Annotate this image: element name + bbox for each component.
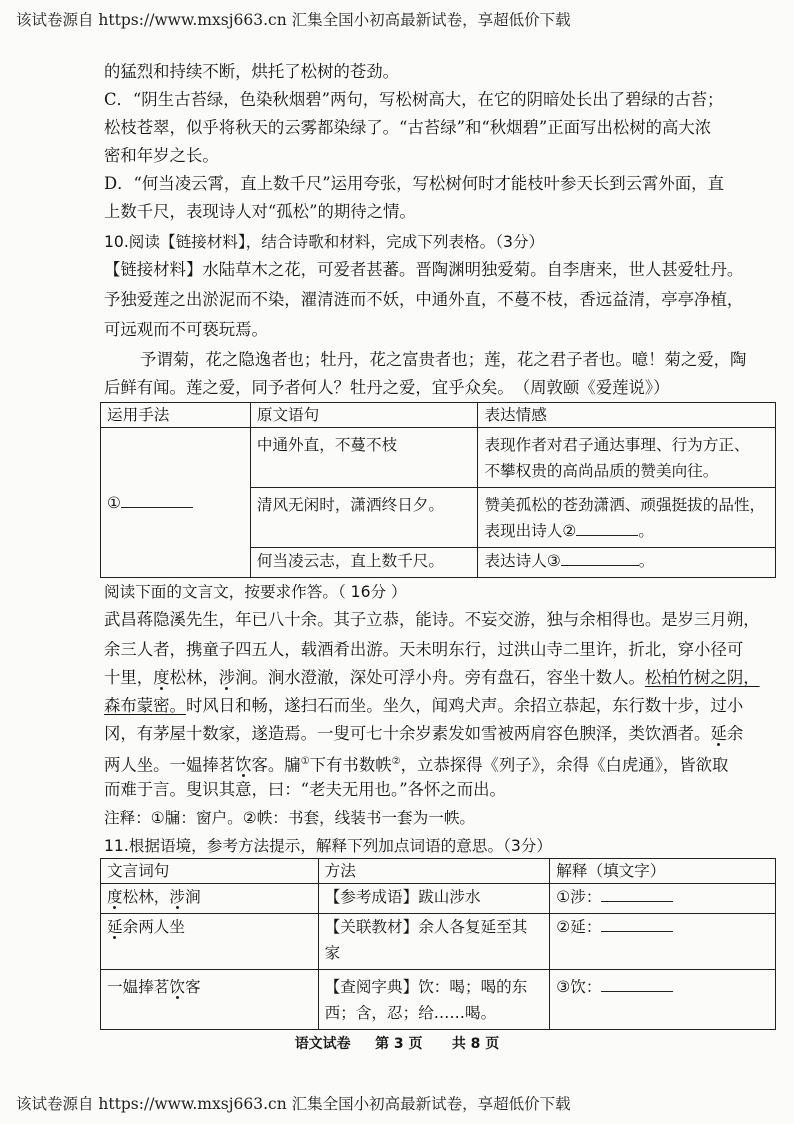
emotion-tail: 。 bbox=[638, 552, 655, 570]
footer-page: 第 3 页 bbox=[375, 1036, 423, 1052]
footer-subject: 语文试卷 bbox=[294, 1036, 351, 1052]
emotion-line: 赞美孤松的苍劲潇洒、顽强挺拔的品性， bbox=[484, 496, 766, 514]
column-header: 解释（填文字） bbox=[550, 859, 776, 884]
emotion-line: 表现作者对君子通达事理、行为方正、 bbox=[484, 436, 750, 454]
emotion-cell bbox=[478, 428, 776, 488]
passage-line: 森布蒙密。时风日和畅，遂扫石而坐。坐久，闻鸡犬声。余招立恭起，东行数十步，过小 bbox=[104, 696, 744, 715]
q11-prompt: 11.根据语境，参考方法提示，解释下列加点词语的意思。（3分） bbox=[104, 837, 552, 855]
column-header: 原文语句 bbox=[250, 403, 478, 428]
dotted-word: 延 bbox=[107, 918, 123, 936]
dotted-word: 涉 bbox=[218, 668, 236, 687]
column-header: 运用手法 bbox=[101, 403, 251, 428]
answer-blank[interactable] bbox=[561, 549, 639, 566]
footnote-mark: ① bbox=[300, 756, 310, 767]
blank-label: ① bbox=[107, 493, 121, 512]
emotion-line: 不攀权贵的高尚品质的赞美向往。 bbox=[484, 462, 719, 480]
material-line: 予谓菊，花之隐逸者也；牡丹，花之富贵者也；莲，花之君子者也。噫！菊之爱，陶 bbox=[140, 350, 747, 369]
technique-answer-cell[interactable] bbox=[101, 428, 251, 578]
classical-prompt: 阅读下面的文言文，按要求作答。（ 16分 ） bbox=[104, 583, 407, 601]
dotted-word: 度 bbox=[153, 668, 170, 687]
passage-line: 十里，度松林，涉涧。涧水澄澈，深处可浮小舟。旁有盘石，容坐十数人。松柏竹树之阴， bbox=[104, 668, 760, 687]
method-cell: 【参考成语】跋山涉水 bbox=[318, 884, 550, 914]
method-cell: 【查阅字典】饮：喝；喝的东 西；含，忍；给……喝。 bbox=[318, 970, 550, 1030]
passage-line: 而难于言。叟识其意，曰：“老夫无用也。”各怀之而出。 bbox=[104, 780, 506, 799]
q10-table bbox=[100, 402, 776, 578]
column-header: 文言词句 bbox=[101, 859, 319, 884]
answer-blank[interactable] bbox=[121, 491, 193, 508]
passage-line: 冈，有茅屋十数家，遂造焉。一叟可七十余岁素发如雪被两肩容色腴泽，类饮酒者。延余 bbox=[104, 724, 744, 743]
passage-line: 余三人者，携童子四五人，载酒肴出游。天未明东行，过洪山寺二里许，折北，穿小径可 bbox=[104, 640, 744, 659]
answer-cell[interactable]: ①涉： bbox=[550, 884, 776, 914]
source-banner: 该试卷源自 https://www.mxsj663.cn 汇集全国小初高最新试卷，享超低价下载 bbox=[16, 11, 571, 29]
q11-table bbox=[100, 858, 776, 1030]
answer-cell[interactable]: ③饮： bbox=[550, 970, 776, 1030]
footer-total: 共 8 页 bbox=[451, 1036, 500, 1052]
q10-prompt: 10.阅读【链接材料】，结合诗歌和材料，完成下列表格。（3分） bbox=[104, 233, 545, 251]
passage-line: 两人坐。一媪捧茗饮客。牖①下有书数帙②，立恭探得《列子》，余得《白虎通》，皆欲取 bbox=[104, 755, 729, 775]
answer-blank[interactable] bbox=[576, 519, 638, 536]
emotion-cell[interactable] bbox=[478, 548, 776, 578]
dotted-word: 饮 bbox=[235, 755, 252, 775]
material-line: 可远观而不可亵玩焉。 bbox=[104, 320, 268, 339]
option-c-line: C．“阴生古苔绿，色染秋烟碧”两句，写松树高大，在它的阴暗处长出了碧绿的古苔； bbox=[104, 90, 724, 109]
passage-line: 武昌蒋隐溪先生，年已八十余。其子立恭，能诗。不妄交游，独与余相得也。是岁三月朔， bbox=[104, 610, 760, 629]
answer-blank[interactable] bbox=[601, 915, 673, 932]
answer-blank[interactable] bbox=[601, 885, 673, 902]
passage-note: 注释：①牖：窗户。②帙：书套，线装书一套为一帙。 bbox=[104, 809, 476, 827]
method-cell: 【关联教材】余人各复延至其 家 bbox=[318, 914, 550, 970]
text-line: 松枝苍翠，似乎将秋天的云雾都染绿了。“古苔绿”和“秋烟碧”正面写出松树的高大浓 bbox=[104, 118, 712, 137]
emotion-line: 表现出诗人② bbox=[484, 522, 577, 540]
underlined-sentence: 森布蒙密。 bbox=[104, 696, 186, 715]
phrase-cell: 度松林，涉涧 bbox=[101, 884, 319, 914]
text-line: 的猛烈和持续不断，烘托了松树的苍劲。 bbox=[104, 62, 400, 81]
option-d-line: D．“何当凌云霄，直上数千尺”运用夸张，写松树何时才能枝叶参天长到云霄外面，直 bbox=[104, 174, 724, 193]
quote-cell: 中通外直，不蔓不枝 bbox=[250, 428, 478, 488]
material-line: 【链接材料】水陆草木之花，可爱者甚蕃。晋陶渊明独爱菊。自李唐来，世人甚爱牡丹。 bbox=[104, 260, 744, 279]
text-line: 密和年岁之长。 bbox=[104, 146, 219, 165]
dotted-word: 度 bbox=[107, 888, 123, 906]
quote-cell: 清风无闲时，潇洒终日夕。 bbox=[250, 488, 478, 548]
material-line: 后鲜有闻。莲之爱，同予者何人？牡丹之爱，宜乎众矣。 （周敦颐《爱莲说》） bbox=[104, 378, 670, 397]
emotion-line: 表达诗人③ bbox=[484, 552, 561, 570]
emotion-cell[interactable] bbox=[478, 488, 776, 548]
footnote-mark: ② bbox=[391, 756, 401, 767]
dotted-word: 延 bbox=[710, 724, 727, 743]
text-line: 上数千尺，表现诗人对“孤松”的期待之情。 bbox=[104, 202, 416, 221]
material-line: 予独爱莲之出淤泥而不染，濯清涟而不妖，中通外直，不蔓不枝，香远益清，亭亭净植， bbox=[104, 290, 744, 309]
phrase-cell: 延余两人坐 bbox=[101, 914, 319, 970]
dotted-word: 饮 bbox=[169, 978, 185, 996]
phrase-cell: 一媪捧茗饮客 bbox=[101, 970, 319, 1030]
column-header: 方法 bbox=[318, 859, 550, 884]
column-header: 表达情感 bbox=[478, 403, 776, 428]
answer-cell[interactable]: ②延： bbox=[550, 914, 776, 970]
answer-blank[interactable] bbox=[601, 975, 673, 992]
page-footer bbox=[0, 1033, 794, 1053]
dotted-word: 涉 bbox=[169, 888, 186, 906]
source-banner: 该试卷源自 https://www.mxsj663.cn 汇集全国小初高最新试卷，享超低价下载 bbox=[16, 1095, 571, 1113]
underlined-sentence: 松柏竹树之阴， bbox=[644, 668, 760, 687]
emotion-tail: 。 bbox=[638, 522, 654, 540]
quote-cell: 何当凌云志，直上数千尺。 bbox=[250, 548, 478, 578]
